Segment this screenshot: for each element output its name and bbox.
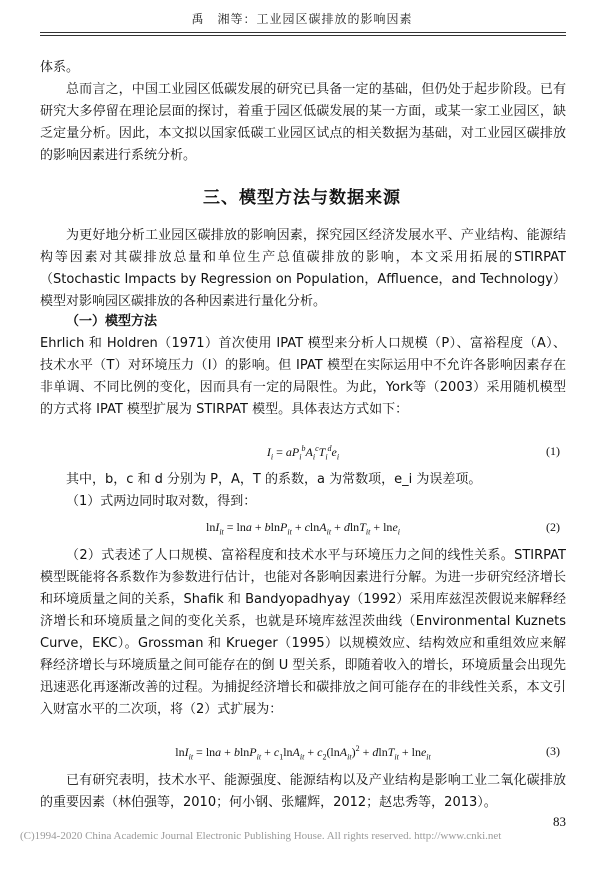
equation-3 [40, 740, 566, 764]
equation-1 [40, 440, 566, 464]
paragraph-log: （1）式两边同时取对数，得到： [66, 494, 257, 509]
paragraph-continuation: 体系。 [40, 60, 80, 75]
copyright-footer: (C)1994-2020 China Academic Journal Electronic Publishing House. All rights reserved. http://www.cnki.net [20, 830, 502, 842]
running-header: 禹 湘等：工业园区碳排放的影响因素 [191, 12, 413, 26]
section-title: 三、模型方法与数据来源 [203, 188, 401, 208]
equation-3-number: (3) [546, 744, 560, 758]
equation-1-number: (1) [546, 444, 560, 458]
paragraph-coefficients: 其中，b，c 和 d 分别为 P，A，T 的系数，a 为常数项，e_i 为误差项。 [66, 472, 482, 487]
equation-2-formula: lnI$_{it}$ = lna + blnP$_{it}$ + clnA$_{it}$ + dlnT$_{it}$ + lne$_i$ [205, 520, 400, 537]
paragraph-conclusion: 已有研究表明，技术水平、能源强度、能源结构以及产业结构是影响工业二氧化碳排放的重要因素（林伯强等，2010；何小钢、张耀辉，2012；赵忠秀等，2013）。 [40, 773, 566, 810]
paragraph-intro: 为更好地分析工业园区碳排放的影响因素，探究园区经济发展水平、产业结构、能源结构等因素对其碳排放总量和单位生产总值碳排放的影响，本文采用拓展的STIRPAT（Stochastic Impacts by Regression on Population，Affluence，and Technology）模型对影响园区碳排放的各种因素进行量化分析。 [40, 228, 566, 309]
paragraph-ipat: Ehrlich 和 Holdren（1971）首次使用 IPAT 模型来分析人口规模（P）、富裕程度（A）、技术水平（T）对环境压力（I）的影响。但 IPAT 模型在实际运用中不允许各影响因素存在非单调、不同比例的变化，因而具有一定的局限性。为此，York等（2003）采用随机模型的方式将 IPAT 模型扩展为 STIRPAT 模型。具体表达方式如下： [40, 336, 566, 417]
equation-1-formula: $I_i = aP_i^bA_i^cT_i^de_i$ [266, 444, 340, 462]
equation-2 [40, 516, 566, 540]
paragraph-ekc: （2）式表述了人口规模、富裕程度和技术水平与环境压力之间的线性关系。STIRPAT 模型既能将各系数作为参数进行估计，也能对各影响因素进行分解。为进一步研究经济增长和环境质量之间的关系，Shafik 和 Bandyopadhyay（1992）采用库兹涅茨假说来解释经济增长和环境质量之间的变化关系，也就是环境库兹涅茨曲线（Environmental Kuznets Curve，EKC）。Grossman 和 Krueger（1995）以规模效应、结构效应和重组效应来解释经济增长与环境质量之间可能存在的倒 U 型关系，即随着收入的增长，环境质量会出现先迅速恶化再逐渐改善的过程。为捕捉经济增长和碳排放之间可能存在的非线性关系，本文引入财富水平的二次项，将（2）式扩展为： [40, 548, 566, 717]
header-rule-bottom [40, 35, 566, 36]
page-number: 83 [553, 814, 566, 829]
subsection-title: （一）模型方法 [66, 314, 158, 329]
equation-3-formula: $\ln I_{it} = \ln a + blnP_{it} + c_1\ln A_{it} + c_2(\ln A_{it})^2 + dlnT_{it} + \ln e_{it}$ [175, 744, 431, 762]
paragraph-summary: 总而言之，中国工业园区低碳发展的研究已具备一定的基础，但仍处于起步阶段。已有研究大多停留在理论层面的探讨，着重于园区低碳发展的某一方面，或某一家工业园区，缺乏定量分析。因此，本文拟以国家低碳工业园区试点的相关数据为基础，对工业园区碳排放的影响因素进行系统分析。 [40, 82, 566, 163]
equation-2-number: (2) [546, 520, 560, 534]
header-rule-top [40, 32, 566, 33]
